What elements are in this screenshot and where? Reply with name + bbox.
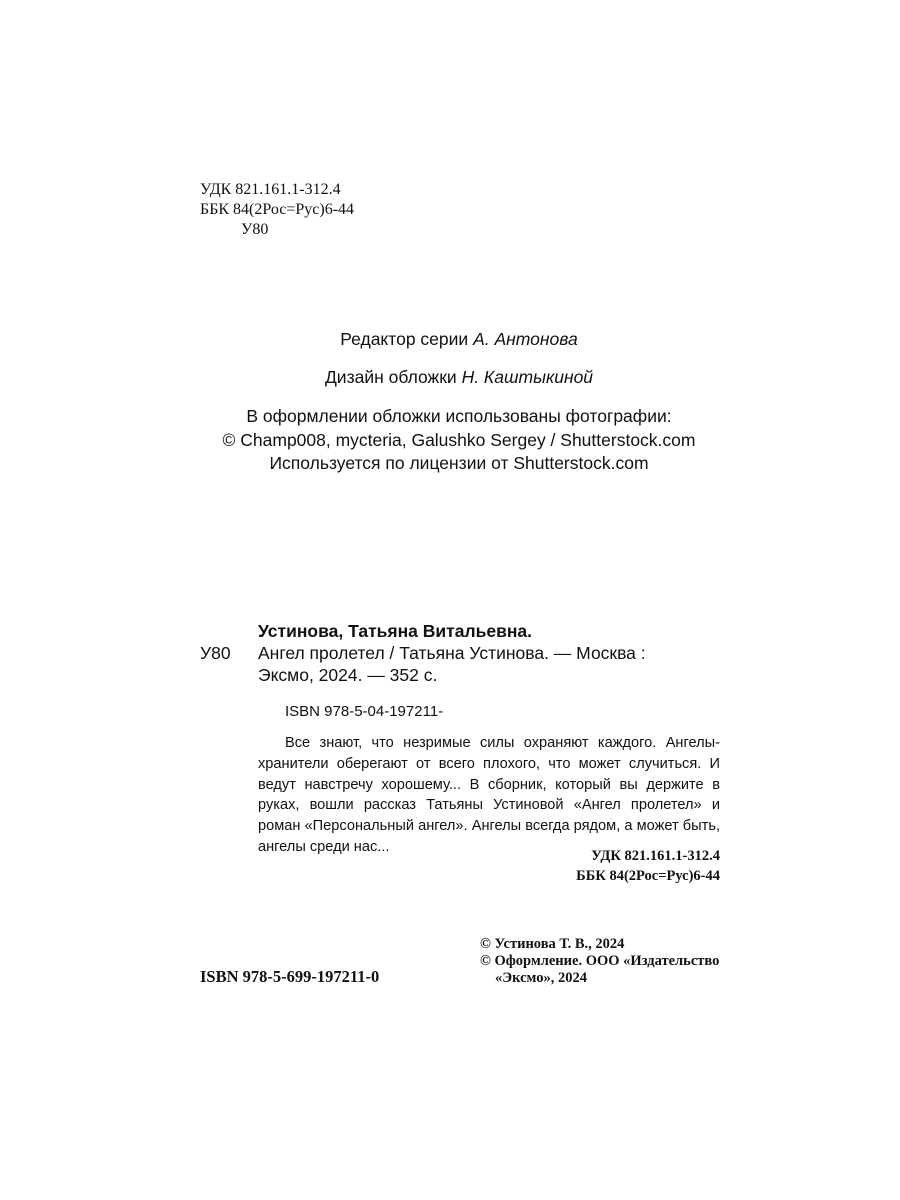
- cover-design-name: Н. Каштыкиной: [461, 367, 594, 387]
- series-editor-label: Редактор серии: [340, 329, 469, 349]
- cover-design-label: Дизайн обложки: [324, 367, 457, 387]
- series-editor-name: А. Антонова: [473, 329, 578, 349]
- cover-design-line: [0, 366, 900, 388]
- copyright-author: © Устинова Т. В., 2024: [480, 936, 625, 952]
- catalog-description-line-1: Ангел пролетел / Татьяна Устинова. — Москва :: [258, 643, 646, 663]
- copyright-publisher: «Эксмо», 2024: [495, 970, 587, 986]
- photo-credit-line-3: Используется по лицензии от Shutterstock.com: [269, 453, 649, 473]
- photo-credit-line-1: В оформлении обложки использованы фотографии:: [246, 406, 672, 426]
- udk-code: УДК 821.161.1-312.4: [200, 181, 341, 198]
- author-mark: У80: [241, 221, 269, 238]
- catalog-bbk: ББК 84(2Рос=Рус)6-44: [576, 868, 720, 884]
- photo-credit-line-2: © Champ008, mycteria, Galushko Sergey / Shutterstock.com: [222, 430, 696, 450]
- isbn-full: ISBN 978-5-699-197211-0: [200, 967, 380, 986]
- catalog-description-line-2: Эксмо, 2024. — 352 с.: [258, 665, 438, 685]
- catalog-isbn: ISBN 978-5-04-197211-: [285, 703, 444, 720]
- series-editor-line: [0, 328, 900, 350]
- copyright-design: © Оформление. ООО «Издательство: [480, 953, 720, 969]
- bbk-code: ББК 84(2Рос=Рус)6-44: [200, 201, 355, 218]
- catalog-author-heading: Устинова, Татьяна Витальевна.: [258, 621, 533, 641]
- catalog-udk: УДК 821.161.1-312.4: [591, 848, 720, 864]
- catalog-annotation: Все знают, что незримые силы охраняют каждого. Ангелы-хранители оберегают от всего плохого, что может случиться. И ведут навстречу хорошему... В сборник, который вы держите в руках, вошли рассказ Татьяны Устиновой «Ангел пролетел» и роман «Персональный ангел». Ангелы всегда рядом, а может быть, ангелы среди нас...: [258, 735, 720, 855]
- catalog-author-mark: У80: [200, 643, 231, 663]
